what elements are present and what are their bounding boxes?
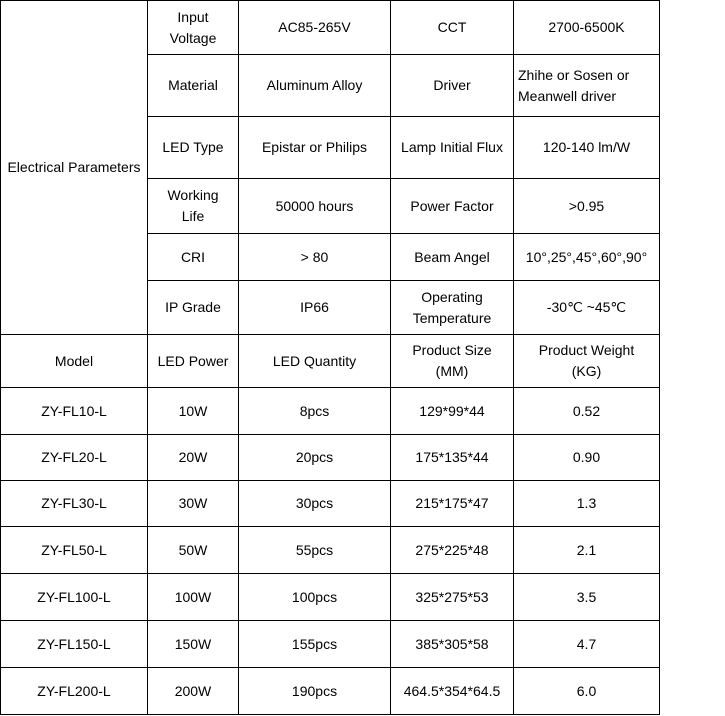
product-weight: 2.1	[514, 527, 660, 574]
param-value: 10°,25°,45°,60°,90°	[514, 234, 660, 281]
param-name: IP Grade	[148, 281, 239, 335]
led-power: 50W	[148, 527, 239, 574]
param-name: Material	[148, 55, 239, 117]
param-name: CCT	[391, 1, 514, 55]
product-size: 385*305*58	[391, 621, 514, 668]
product-weight: 6.0	[514, 668, 660, 715]
product-weight: 0.90	[514, 435, 660, 481]
led-quantity: 155pcs	[239, 621, 391, 668]
param-name: Lamp Initial Flux	[391, 117, 514, 179]
led-quantity: 8pcs	[239, 388, 391, 435]
param-value: 50000 hours	[239, 179, 391, 234]
param-name: Operating Temperature	[391, 281, 514, 335]
column-header: Product Size (MM)	[391, 335, 514, 388]
led-power: 10W	[148, 388, 239, 435]
param-name: CRI	[148, 234, 239, 281]
electrical-parameters-label: Electrical Parameters	[1, 1, 148, 335]
product-size: 175*135*44	[391, 435, 514, 481]
led-quantity: 190pcs	[239, 668, 391, 715]
param-value: 120-140 lm/W	[514, 117, 660, 179]
model-name: ZY-FL50-L	[1, 527, 148, 574]
param-name: Beam Angel	[391, 234, 514, 281]
model-row	[1, 574, 660, 621]
led-power: 100W	[148, 574, 239, 621]
param-value: 2700-6500K	[514, 1, 660, 55]
product-size: 275*225*48	[391, 527, 514, 574]
product-size: 129*99*44	[391, 388, 514, 435]
model-name: ZY-FL10-L	[1, 388, 148, 435]
model-header-row	[1, 335, 660, 388]
electrical-row	[1, 1, 660, 55]
led-quantity: 100pcs	[239, 574, 391, 621]
led-quantity: 30pcs	[239, 481, 391, 527]
param-value: >0.95	[514, 179, 660, 234]
led-power: 200W	[148, 668, 239, 715]
param-value: Aluminum Alloy	[239, 55, 391, 117]
led-power: 20W	[148, 435, 239, 481]
product-size: 464.5*354*64.5	[391, 668, 514, 715]
product-size: 325*275*53	[391, 574, 514, 621]
param-value: -30℃ ~45℃	[514, 281, 660, 335]
model-name: ZY-FL200-L	[1, 668, 148, 715]
param-value: Zhihe or Sosen or Meanwell driver	[514, 55, 660, 117]
param-value: > 80	[239, 234, 391, 281]
model-name: ZY-FL20-L	[1, 435, 148, 481]
param-name: Driver	[391, 55, 514, 117]
column-header: LED Quantity	[239, 335, 391, 388]
column-header: Product Weight (KG)	[514, 335, 660, 388]
model-row	[1, 621, 660, 668]
model-row	[1, 388, 660, 435]
led-power: 150W	[148, 621, 239, 668]
param-value: IP66	[239, 281, 391, 335]
product-weight: 3.5	[514, 574, 660, 621]
model-row	[1, 435, 660, 481]
param-name: LED Type	[148, 117, 239, 179]
param-name: Working Life	[148, 179, 239, 234]
model-row	[1, 527, 660, 574]
param-value: AC85-265V	[239, 1, 391, 55]
led-power: 30W	[148, 481, 239, 527]
model-name: ZY-FL100-L	[1, 574, 148, 621]
param-value: Epistar or Philips	[239, 117, 391, 179]
led-quantity: 55pcs	[239, 527, 391, 574]
led-quantity: 20pcs	[239, 435, 391, 481]
product-weight: 4.7	[514, 621, 660, 668]
model-name: ZY-FL30-L	[1, 481, 148, 527]
model-row	[1, 668, 660, 715]
model-row	[1, 481, 660, 527]
product-weight: 1.3	[514, 481, 660, 527]
product-weight: 0.52	[514, 388, 660, 435]
param-name: Input Voltage	[148, 1, 239, 55]
model-name: ZY-FL150-L	[1, 621, 148, 668]
product-size: 215*175*47	[391, 481, 514, 527]
column-header: LED Power	[148, 335, 239, 388]
param-name: Power Factor	[391, 179, 514, 234]
column-header: Model	[1, 335, 148, 388]
